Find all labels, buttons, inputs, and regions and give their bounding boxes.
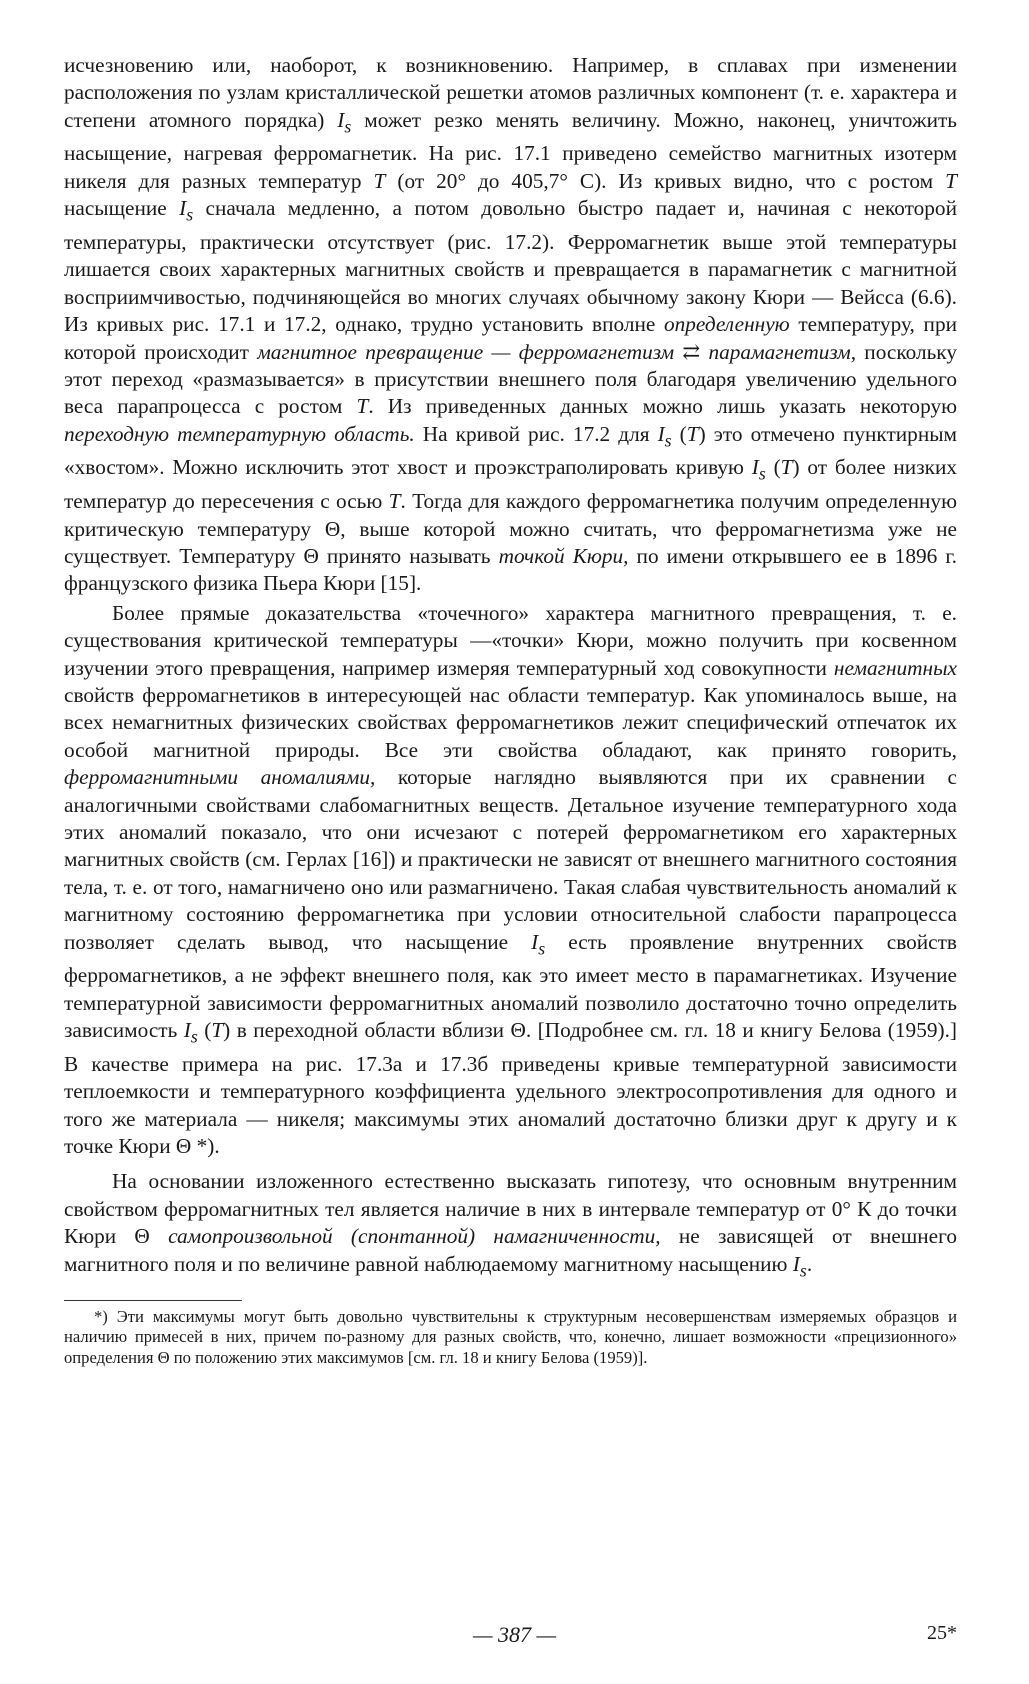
text-run: которые наглядно выявляются при их сравнении с аналогичными свойствами слабомагнитных веществ. Детальное изучение температурного хода этих аномалий показало, что они исчезают с потерей ферромагнетиком его характерных магнитных свойств (см. Герлах [16]) и практически не зависят от внешнего магнитного состояния тела, т. е. от того, намагничено оно или размагничено. Такая слабая чувствительность аномалий к магнитному состоянию ферромагнетика при условии относительной слабости парапроцесса позволяет сделать вывод, что насыщение xyxy=(64,765,957,954)
paragraph-1 xyxy=(64,52,957,598)
text-run: ) в переходной области вблизи Θ. [Подробнее см. гл. 18 и книгу Белова (1959).] В качестве примера на рис. 17.3а и 17.3б приведены кривые температурной зависимости теплоемкости и температурного коэффициента удельного электросопротивления для одного и того же материала — никеля; максимумы этих аномалий достаточно близки друг к другу и к точке Кюри Θ *). xyxy=(64,1018,957,1158)
text-run: ( xyxy=(765,455,781,480)
footnote: *) Эти максимумы могут быть довольно чувствительны к структурным несовершенствам измеряемых образцов и наличию примесей в них, причем по-разному для разных свойств, что, конечно, лишает возможности «прецизионного» определения Θ по положению этих максимумов [см. гл. 18 и книгу Белова (1959)]. xyxy=(64,1307,957,1367)
italic-text: I xyxy=(183,1018,191,1043)
italic-text: T xyxy=(388,489,401,514)
body-text xyxy=(64,52,957,1284)
italic-text: немагнитных xyxy=(833,655,957,680)
text-run: сначала медленно, а потом довольно быстро падает и, начиная с некоторой температуры, практически отсутствует (рис. 17.2). Ферромагнетик выше этой температуры лишается своих характерных магнитных свойств и превращается в парамагнетик с магнитной восприимчивостью, подчиняющейся во многих случаях обычному закону Кюри — Вейсса (6.6). Из кривых рис. 17.1 и 17.2, однако, трудно установить вполне xyxy=(64,196,957,337)
italic-text: I xyxy=(179,196,187,221)
text-run: ) это отмечено пунктирным «хвостом». Можно исключить этот хвост и проэкстраполировать кривую xyxy=(64,421,957,480)
text-run: (от 20° до 405,7° С). Из кривых видно, что с ростом xyxy=(385,168,946,193)
italic-text: I xyxy=(337,107,345,132)
subscript-text: s xyxy=(190,1026,198,1047)
text-run: может резко менять величину. Можно, наконец, уничтожить насыщение, нагревая ферромагнетик. На рис. 17.1 приведено семейство магнитных изотерм никеля для разных температур xyxy=(64,107,957,193)
text-run: по имени открывшего ее в 1896 г. французского физика Пьера Кюри [15]. xyxy=(64,543,957,596)
subscript-text: s xyxy=(186,204,194,225)
subscript-text: s xyxy=(344,116,352,137)
text-run: На кривой рис. 17.2 для xyxy=(414,421,658,446)
text-run: свойств ферромагнетиков в интересующей нас области температур. Как упоминалось выше, на всех немагнитных физических свойствах ферромагнетиков лежит специфический отпечаток их особой магнитной природы. Все эти свойства обладают, как принято говорить, xyxy=(64,682,957,762)
text-run: не зависящей от внешнего магнитного поля и по величине равной наблюдаемому магнитному насыщению xyxy=(64,1224,957,1276)
text-run: исчезновению или, наоборот, к возникновению. Например, в сплавах при изменении расположения по узлам кристаллической решетки атомов различных компонент (т. е. характера и степени атомного порядка) xyxy=(64,53,957,132)
italic-text: I xyxy=(657,421,665,446)
italic-text: I xyxy=(751,455,759,480)
subscript-text: s xyxy=(758,463,766,484)
text-run: . xyxy=(806,1251,813,1276)
subscript-text: s xyxy=(799,1259,807,1280)
text-run: . Из приведенных данных можно лишь указать некоторую xyxy=(368,394,958,419)
page-number: — 387 — xyxy=(472,1622,557,1647)
text-run: ( xyxy=(671,421,687,446)
paragraph-3 xyxy=(64,1168,957,1284)
italic-text: I xyxy=(531,929,539,954)
paragraph-2 xyxy=(64,600,957,1161)
italic-text: ферромагнитными аномалиями, xyxy=(64,765,376,790)
signature-mark: 25* xyxy=(927,1622,957,1644)
subscript-text: s xyxy=(538,937,546,958)
italic-text: T xyxy=(356,394,369,419)
text-run: температуру, при которой происходит xyxy=(64,312,957,364)
subscript-text: s xyxy=(664,430,672,451)
italic-text: определенную xyxy=(663,312,790,337)
text-run: поскольку этот переход «размазывается» в присутствии внешнего поля благодаря увеличению удельного веса парапроцесса с ростом xyxy=(64,339,957,419)
page-footer xyxy=(0,1622,1029,1654)
italic-text: самопроизвольной (спонтанной) намагниченности, xyxy=(168,1224,661,1249)
text-run: ) от более низких температур до пересечения с осью xyxy=(64,455,958,514)
text-run: насыщение xyxy=(64,196,180,221)
italic-text: переходную температурную область. xyxy=(64,421,415,446)
italic-text: T xyxy=(211,1018,224,1043)
text-run: есть проявление внутренних свойств ферромагнетиков, а не эффект внешнего поля, как это имеет место в парамагнетиках. Изучение температурной зависимости ферромагнитных аномалий позволило достаточно точно определить зависимость xyxy=(64,929,957,1043)
text-run: . Тогда для каждого ферромагнетика получим определенную критическую температуру Θ, выше которой можно считать, что ферромагнетизма уже не существует. Температуру Θ принято называть xyxy=(64,489,957,568)
italic-text: точкой Кюри, xyxy=(498,543,629,568)
italic-text: T xyxy=(686,421,699,446)
italic-text: T xyxy=(373,168,386,193)
italic-text: I xyxy=(792,1251,800,1276)
italic-text: T xyxy=(945,168,958,193)
text-run: Более прямые доказательства «точечного» характера магнитного превращения, т. е. существования критической температуры —«точки» Кюри, можно получить при косвенном изучении этого превращения, например измеряя температурный ход совокупности xyxy=(64,600,957,680)
italic-text: магнитное превращение — ферромагнетизм ⇄ парамагнетизм, xyxy=(257,339,857,364)
text-run: ( xyxy=(197,1018,212,1043)
footnote-rule xyxy=(64,1300,242,1301)
italic-text: T xyxy=(780,455,793,480)
text-run: На основании изложенного естественно высказать гипотезу, что основным внутренним свойством ферромагнитных тел является наличие в них в интервале температур от 0° К до точки Кюри Θ xyxy=(64,1169,957,1249)
